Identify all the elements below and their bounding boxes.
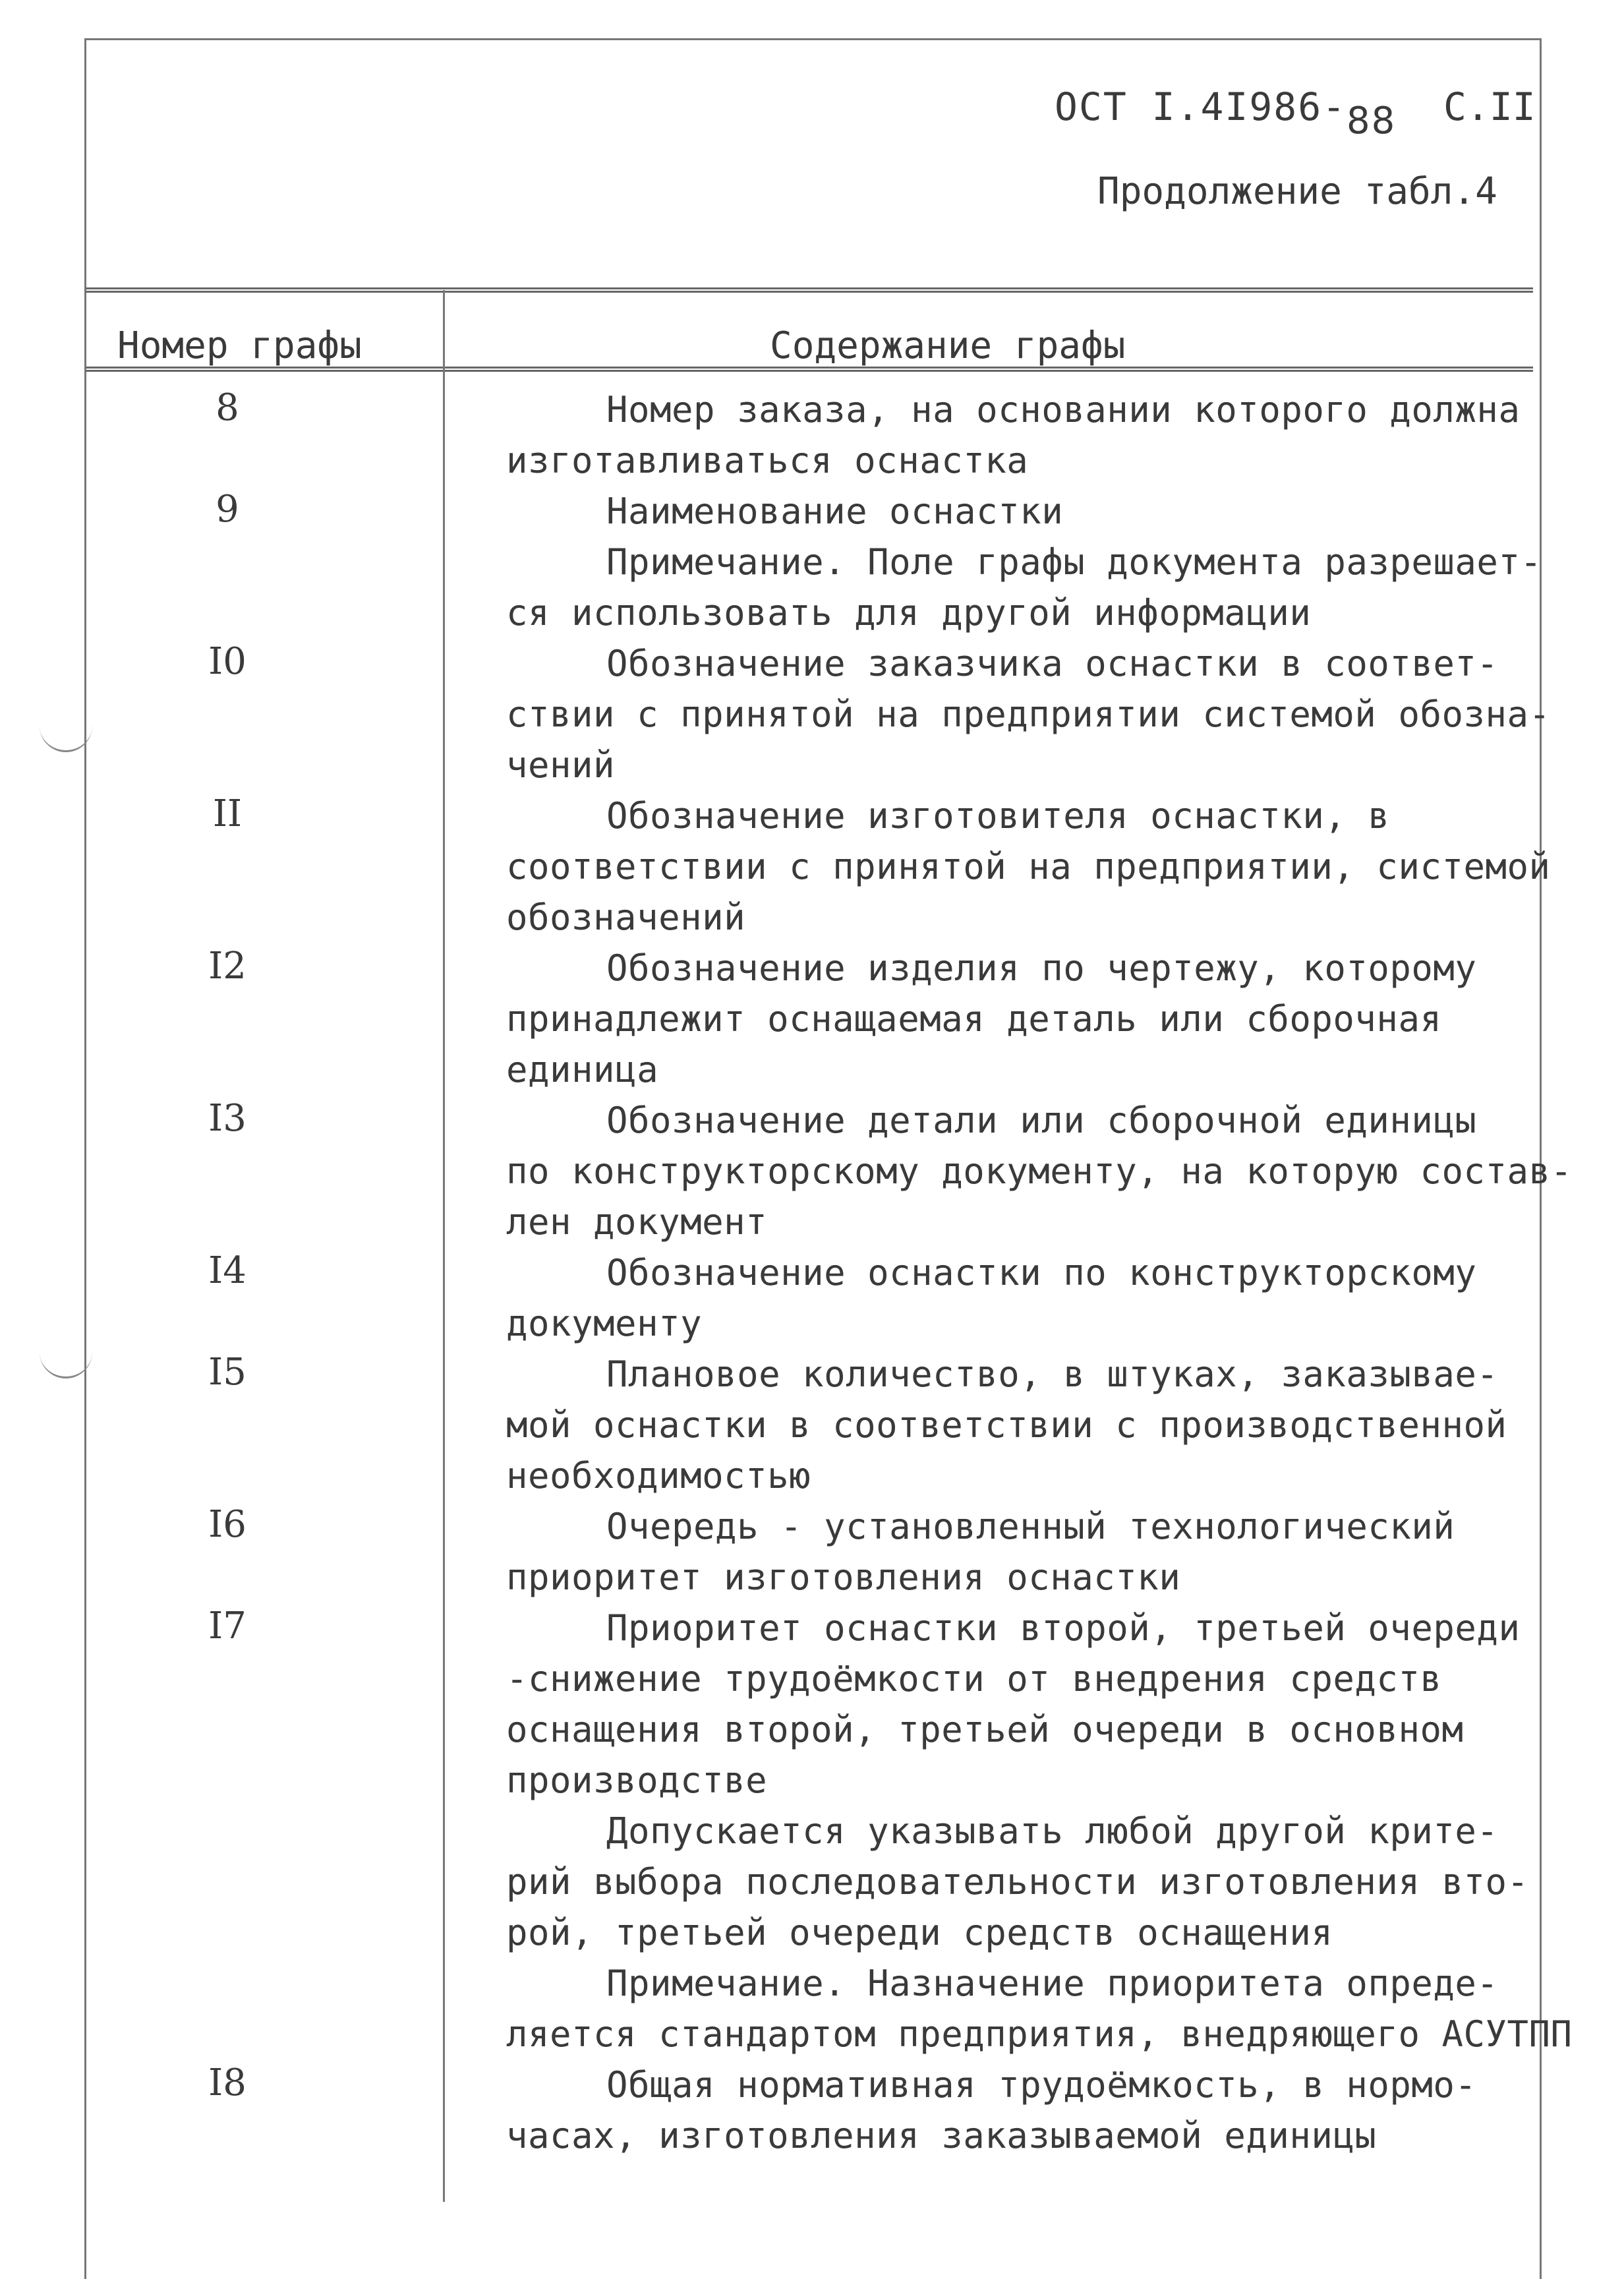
row-content-line: рой, третьей очереди средств оснащения <box>506 1912 1333 1953</box>
row-content-line: Обозначение изготовителя оснастки, в <box>606 795 1390 837</box>
row-number: ІІ <box>212 792 243 835</box>
row-content-line: часах, изготовления заказываемой единицы <box>506 2115 1377 2156</box>
table-continuation-label: Продолжение табл.4 <box>1097 170 1497 213</box>
row-number: І0 <box>208 640 246 683</box>
row-number: І4 <box>208 1249 246 1292</box>
row-content-line: Обозначение оснастки по конструкторскому <box>606 1252 1477 1293</box>
row-content-line: лен документ <box>506 1201 768 1243</box>
row-content-line: оснащения второй, третьей очереди в основном <box>506 1709 1464 1750</box>
row-content-line: Примечание. Поле графы документа разрешает- <box>606 541 1542 583</box>
row-number: І6 <box>208 1503 246 1546</box>
row-content-line: Обозначение изделия по чертежу, которому <box>606 947 1477 989</box>
row-content-line: Плановое количество, в штуках, заказывае- <box>606 1353 1499 1395</box>
row-content-line: мой оснастки в соответствии с производственной <box>506 1404 1507 1446</box>
row-content-line: производстве <box>506 1760 768 1801</box>
row-content-line: изготавливаться оснастка <box>506 440 1029 481</box>
row-number: І8 <box>208 2061 246 2104</box>
table-column-divider <box>443 290 445 2202</box>
row-content-line: единица <box>506 1049 659 1090</box>
row-content-line: Допускается указывать любой другой крите- <box>606 1810 1499 1852</box>
page-number: С.ІІ <box>1443 84 1536 129</box>
document-code-number: ОСТ І.4І986- <box>1055 84 1347 129</box>
column-header-number: Номер графы <box>117 324 362 367</box>
row-content-line: обозначений <box>506 897 746 938</box>
table-header-rule <box>86 367 1533 372</box>
row-content-line: Наименование оснастки <box>606 490 1064 532</box>
row-content-line: Номер заказа, на основании которого должна <box>606 389 1521 430</box>
row-number: І5 <box>208 1351 246 1394</box>
row-number: І7 <box>208 1605 246 1647</box>
row-content-line: ляется стандартом предприятия, внедряющего АСУТПП <box>506 2013 1573 2055</box>
row-content-line: документу <box>506 1303 703 1344</box>
column-header-content: Содержание графы <box>770 324 1126 367</box>
row-content-line: ствии с принятой на предприятии системой обозна- <box>506 694 1551 735</box>
row-content-line: ся использовать для другой информации <box>506 592 1312 634</box>
document-code-year: 88 <box>1347 100 1397 142</box>
row-number: І3 <box>208 1097 246 1140</box>
table-top-rule <box>86 287 1533 293</box>
row-content-line: приоритет изготовления оснастки <box>506 1556 1181 1598</box>
row-number: 8 <box>216 386 239 429</box>
row-content-line: Примечание. Назначение приоритета опреде- <box>606 1963 1499 2004</box>
row-content-line: Обозначение заказчика оснастки в соответ- <box>606 643 1499 684</box>
row-content-line: соответствии с принятой на предприятии, системой <box>506 846 1551 887</box>
row-content-line: рий выбора последовательности изготовления вто- <box>506 1861 1529 1903</box>
row-content-line: необходимостью <box>506 1455 811 1496</box>
page-frame-left <box>84 38 86 2279</box>
document-code <box>1055 84 1397 142</box>
row-content-line: по конструкторскому документу, на которую состав- <box>506 1150 1573 1192</box>
row-number: 9 <box>216 488 239 531</box>
row-number: І2 <box>208 945 246 988</box>
row-content-line: Обозначение детали или сборочной единицы <box>606 1100 1477 1141</box>
row-content-line: Общая нормативная трудоёмкость, в нормо- <box>606 2064 1477 2106</box>
row-content-line: Очередь - установленный технологический <box>606 1506 1455 1547</box>
page-frame-top <box>84 38 1541 40</box>
row-content-line: -снижение трудоёмкости от внедрения средств <box>506 1658 1442 1700</box>
row-content-line: принадлежит оснащаемая деталь или сборочная <box>506 998 1442 1040</box>
row-content-line: Приоритет оснастки второй, третьей очереди <box>606 1607 1521 1649</box>
row-content-line: чений <box>506 744 616 786</box>
